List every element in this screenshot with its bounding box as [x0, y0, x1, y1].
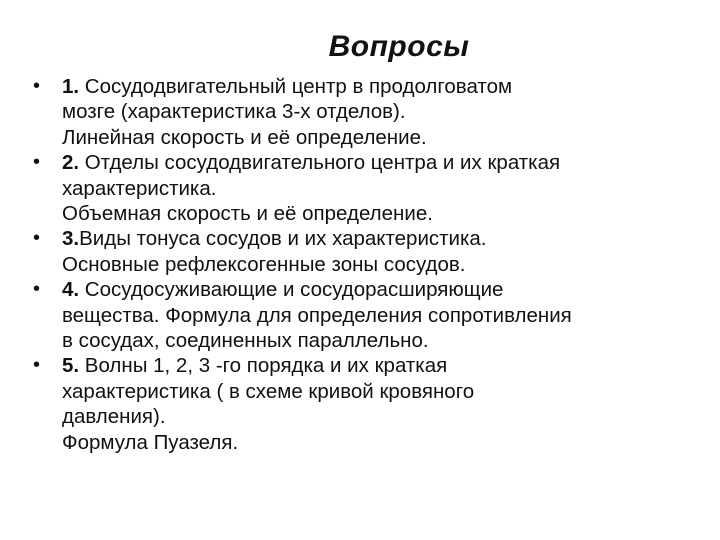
question-line: давления). [62, 405, 166, 429]
question-line: Основные рефлексогенные зоны сосудов. [62, 252, 466, 276]
question-number: 5. [62, 354, 80, 378]
question-line [62, 226, 693, 251]
question-line: Линейная скорость и её определение. [62, 125, 427, 149]
question-text: Сосудосуживающие и сосудорасширяющие [79, 278, 504, 302]
question-number: 1. [62, 75, 80, 98]
question-text: Сосудодвигательный центр в продолговатом [79, 75, 513, 98]
question-text: Волны 1, 2, 3 -го порядка и их краткая [79, 354, 448, 378]
slide-title: Вопросы [328, 30, 470, 63]
question-item [33, 277, 693, 353]
question-line [62, 353, 693, 378]
question-line: характеристика. [62, 176, 217, 200]
question-list [33, 74, 693, 455]
question-line: мозге (характеристика 3-х отделов). [62, 100, 406, 124]
question-line: Формула Пуазеля. [62, 430, 239, 454]
question-line: Объемная скорость и её определение. [62, 202, 433, 226]
question-item [33, 74, 693, 150]
bullet-icon: • [33, 75, 41, 97]
question-item [33, 353, 693, 455]
question-text: Отделы сосудодвигательного центра и их краткая [79, 151, 561, 175]
question-number: 2. [62, 151, 80, 175]
question-item [33, 226, 693, 277]
bullet-icon: • [33, 278, 41, 301]
bullet-icon: • [33, 151, 41, 174]
question-number: 3. [62, 227, 80, 251]
question-item [33, 150, 693, 226]
question-line [62, 150, 693, 175]
question-line: в сосудах, соединенных параллельно. [62, 329, 429, 353]
question-line [62, 277, 693, 302]
bullet-icon: • [33, 354, 41, 377]
question-line: характеристика ( в схеме кривой кровяного [62, 379, 475, 403]
bullet-icon: • [33, 227, 41, 250]
question-number: 4. [62, 278, 80, 302]
question-line [62, 74, 693, 99]
question-text: Виды тонуса сосудов и их характеристика. [79, 227, 487, 251]
question-line: вещества. Формула для определения сопротивления [62, 303, 572, 327]
